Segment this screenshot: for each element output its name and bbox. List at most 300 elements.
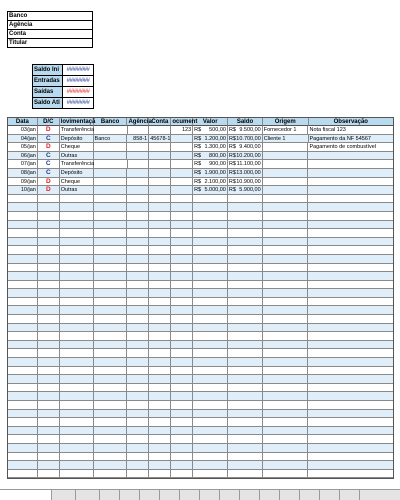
empty-cell[interactable] bbox=[228, 315, 263, 324]
empty-cell[interactable] bbox=[127, 195, 149, 204]
cell-valor[interactable] bbox=[193, 160, 228, 169]
empty-cell[interactable] bbox=[149, 358, 171, 367]
empty-cell[interactable] bbox=[38, 246, 60, 255]
empty-cell[interactable] bbox=[149, 298, 171, 307]
empty-cell[interactable] bbox=[228, 229, 263, 238]
cell-valor[interactable] bbox=[193, 169, 228, 178]
sheet-tab[interactable] bbox=[300, 490, 320, 500]
empty-cell[interactable] bbox=[38, 427, 60, 436]
empty-cell[interactable] bbox=[228, 444, 263, 453]
empty-cell[interactable] bbox=[193, 341, 228, 350]
empty-cell[interactable] bbox=[171, 229, 193, 238]
empty-cell[interactable] bbox=[127, 367, 149, 376]
cell-origem[interactable] bbox=[263, 143, 309, 152]
empty-cell[interactable] bbox=[171, 367, 193, 376]
empty-cell[interactable] bbox=[228, 203, 263, 212]
empty-cell[interactable] bbox=[127, 349, 149, 358]
cell-data[interactable]: 07/jan bbox=[8, 160, 38, 169]
cell-mov[interactable]: Outras bbox=[60, 186, 94, 195]
empty-cell[interactable] bbox=[94, 444, 128, 453]
empty-cell[interactable] bbox=[60, 418, 94, 427]
info-label-1[interactable]: Agência bbox=[8, 21, 92, 30]
empty-cell[interactable] bbox=[228, 410, 263, 419]
empty-cell[interactable] bbox=[8, 410, 38, 419]
empty-cell[interactable] bbox=[60, 272, 94, 281]
empty-cell[interactable] bbox=[8, 195, 38, 204]
empty-cell[interactable] bbox=[263, 306, 309, 315]
empty-cell[interactable] bbox=[127, 418, 149, 427]
empty-cell[interactable] bbox=[94, 195, 128, 204]
empty-cell[interactable] bbox=[263, 392, 309, 401]
empty-cell[interactable] bbox=[94, 264, 128, 273]
cell-origem[interactable] bbox=[263, 160, 309, 169]
cell-dc[interactable]: C bbox=[38, 160, 60, 169]
empty-cell[interactable] bbox=[263, 332, 309, 341]
cell-agencia[interactable] bbox=[127, 169, 149, 178]
empty-cell[interactable] bbox=[171, 358, 193, 367]
empty-cell[interactable] bbox=[171, 264, 193, 273]
empty-cell[interactable] bbox=[127, 461, 149, 470]
empty-cell[interactable] bbox=[263, 195, 309, 204]
empty-cell[interactable] bbox=[171, 418, 193, 427]
empty-cell[interactable] bbox=[193, 298, 228, 307]
empty-cell[interactable] bbox=[94, 375, 128, 384]
empty-cell[interactable] bbox=[38, 203, 60, 212]
cell-obs[interactable] bbox=[308, 178, 393, 187]
empty-cell[interactable] bbox=[308, 298, 393, 307]
column-header[interactable]: Observação bbox=[309, 118, 393, 126]
empty-cell[interactable] bbox=[193, 281, 228, 290]
empty-cell[interactable] bbox=[127, 315, 149, 324]
cell-agencia[interactable] bbox=[127, 186, 149, 195]
cell-dc[interactable]: C bbox=[38, 169, 60, 178]
summary-label[interactable]: Entradas bbox=[33, 76, 63, 86]
empty-cell[interactable] bbox=[38, 272, 60, 281]
empty-cell[interactable] bbox=[228, 195, 263, 204]
empty-cell[interactable] bbox=[308, 461, 393, 470]
empty-cell[interactable] bbox=[8, 238, 38, 247]
empty-cell[interactable] bbox=[171, 341, 193, 350]
cell-valor[interactable] bbox=[193, 178, 228, 187]
empty-cell[interactable] bbox=[60, 410, 94, 419]
empty-cell[interactable] bbox=[8, 367, 38, 376]
empty-cell[interactable] bbox=[8, 212, 38, 221]
empty-cell[interactable] bbox=[308, 341, 393, 350]
empty-cell[interactable] bbox=[60, 246, 94, 255]
empty-cell[interactable] bbox=[60, 221, 94, 230]
empty-cell[interactable] bbox=[308, 418, 393, 427]
cell-dc[interactable]: C bbox=[38, 135, 60, 144]
cell-agencia[interactable] bbox=[127, 143, 149, 152]
summary-label[interactable]: Saldo Ini bbox=[33, 65, 63, 75]
empty-cell[interactable] bbox=[308, 435, 393, 444]
empty-cell[interactable] bbox=[94, 384, 128, 393]
empty-cell[interactable] bbox=[228, 418, 263, 427]
empty-cell[interactable] bbox=[94, 298, 128, 307]
empty-cell[interactable] bbox=[94, 435, 128, 444]
empty-cell[interactable] bbox=[263, 203, 309, 212]
empty-cell[interactable] bbox=[228, 375, 263, 384]
empty-cell[interactable] bbox=[60, 349, 94, 358]
cell-doc[interactable]: 123 bbox=[171, 126, 193, 135]
empty-cell[interactable] bbox=[127, 470, 149, 479]
empty-cell[interactable] bbox=[193, 392, 228, 401]
column-header[interactable]: Saldo bbox=[228, 118, 263, 126]
empty-cell[interactable] bbox=[60, 324, 94, 333]
empty-cell[interactable] bbox=[149, 238, 171, 247]
empty-cell[interactable] bbox=[60, 461, 94, 470]
summary-value[interactable]: ######## bbox=[66, 89, 90, 95]
empty-cell[interactable] bbox=[127, 341, 149, 350]
empty-cell[interactable] bbox=[38, 332, 60, 341]
cell-obs[interactable] bbox=[308, 186, 393, 195]
empty-cell[interactable] bbox=[149, 384, 171, 393]
cell-data[interactable]: 04/jan bbox=[8, 135, 38, 144]
empty-cell[interactable] bbox=[149, 444, 171, 453]
empty-cell[interactable] bbox=[171, 255, 193, 264]
empty-cell[interactable] bbox=[127, 306, 149, 315]
cell-valor[interactable] bbox=[193, 186, 228, 195]
info-label-0[interactable]: Banco bbox=[8, 12, 92, 21]
empty-cell[interactable] bbox=[60, 264, 94, 273]
empty-cell[interactable] bbox=[263, 435, 309, 444]
empty-cell[interactable] bbox=[228, 349, 263, 358]
empty-cell[interactable] bbox=[308, 212, 393, 221]
empty-cell[interactable] bbox=[149, 264, 171, 273]
empty-cell[interactable] bbox=[60, 229, 94, 238]
empty-cell[interactable] bbox=[193, 461, 228, 470]
sheet-tab[interactable] bbox=[52, 490, 76, 500]
empty-cell[interactable] bbox=[127, 298, 149, 307]
empty-cell[interactable] bbox=[263, 461, 309, 470]
sheet-tab[interactable] bbox=[240, 490, 260, 500]
empty-cell[interactable] bbox=[38, 367, 60, 376]
empty-cell[interactable] bbox=[193, 435, 228, 444]
empty-cell[interactable] bbox=[127, 246, 149, 255]
empty-cell[interactable] bbox=[127, 444, 149, 453]
cell-origem[interactable] bbox=[263, 178, 309, 187]
sheet-tab[interactable] bbox=[340, 490, 360, 500]
empty-cell[interactable] bbox=[228, 401, 263, 410]
empty-cell[interactable] bbox=[60, 289, 94, 298]
empty-cell[interactable] bbox=[60, 358, 94, 367]
cell-conta[interactable] bbox=[149, 169, 171, 178]
empty-cell[interactable] bbox=[171, 281, 193, 290]
empty-cell[interactable] bbox=[38, 461, 60, 470]
empty-cell[interactable] bbox=[228, 427, 263, 436]
empty-cell[interactable] bbox=[127, 229, 149, 238]
empty-cell[interactable] bbox=[308, 203, 393, 212]
empty-cell[interactable] bbox=[171, 315, 193, 324]
empty-cell[interactable] bbox=[228, 221, 263, 230]
empty-cell[interactable] bbox=[228, 470, 263, 479]
cell-obs[interactable]: Pagamento de combustível bbox=[308, 143, 393, 152]
empty-cell[interactable] bbox=[149, 203, 171, 212]
empty-cell[interactable] bbox=[171, 324, 193, 333]
empty-cell[interactable] bbox=[263, 212, 309, 221]
cell-banco[interactable] bbox=[94, 169, 128, 178]
empty-cell[interactable] bbox=[38, 444, 60, 453]
empty-cell[interactable] bbox=[94, 470, 128, 479]
empty-cell[interactable] bbox=[60, 332, 94, 341]
sheet-tab[interactable] bbox=[100, 490, 120, 500]
cell-saldo[interactable] bbox=[228, 126, 263, 135]
empty-cell[interactable] bbox=[149, 410, 171, 419]
empty-cell[interactable] bbox=[171, 435, 193, 444]
cell-mov[interactable]: Transferência bbox=[60, 161, 95, 168]
empty-cell[interactable] bbox=[127, 255, 149, 264]
empty-cell[interactable] bbox=[8, 418, 38, 427]
empty-cell[interactable] bbox=[60, 298, 94, 307]
empty-cell[interactable] bbox=[228, 212, 263, 221]
empty-cell[interactable] bbox=[263, 358, 309, 367]
empty-cell[interactable] bbox=[38, 358, 60, 367]
empty-cell[interactable] bbox=[228, 461, 263, 470]
cell-mov[interactable]: Transferência bbox=[60, 127, 95, 133]
empty-cell[interactable] bbox=[149, 324, 171, 333]
empty-cell[interactable] bbox=[94, 203, 128, 212]
empty-cell[interactable] bbox=[308, 401, 393, 410]
sheet-tab[interactable] bbox=[200, 490, 220, 500]
empty-cell[interactable] bbox=[60, 238, 94, 247]
sheet-tab[interactable] bbox=[320, 490, 340, 500]
empty-cell[interactable] bbox=[171, 221, 193, 230]
empty-cell[interactable] bbox=[171, 444, 193, 453]
empty-cell[interactable] bbox=[8, 461, 38, 470]
empty-cell[interactable] bbox=[193, 289, 228, 298]
empty-cell[interactable] bbox=[171, 289, 193, 298]
empty-cell[interactable] bbox=[38, 281, 60, 290]
cell-saldo[interactable] bbox=[228, 143, 263, 152]
empty-cell[interactable] bbox=[60, 315, 94, 324]
empty-cell[interactable] bbox=[308, 410, 393, 419]
empty-cell[interactable] bbox=[193, 306, 228, 315]
empty-cell[interactable] bbox=[263, 229, 309, 238]
empty-cell[interactable] bbox=[193, 418, 228, 427]
empty-cell[interactable] bbox=[149, 392, 171, 401]
empty-cell[interactable] bbox=[171, 375, 193, 384]
empty-cell[interactable] bbox=[193, 238, 228, 247]
empty-cell[interactable] bbox=[193, 410, 228, 419]
empty-cell[interactable] bbox=[228, 272, 263, 281]
info-label-2[interactable]: Conta bbox=[8, 30, 92, 39]
empty-cell[interactable] bbox=[149, 195, 171, 204]
empty-cell[interactable] bbox=[263, 410, 309, 419]
empty-cell[interactable] bbox=[263, 401, 309, 410]
empty-cell[interactable] bbox=[127, 401, 149, 410]
empty-cell[interactable] bbox=[263, 324, 309, 333]
empty-cell[interactable] bbox=[308, 281, 393, 290]
sheet-tab[interactable] bbox=[260, 490, 280, 500]
cell-dc[interactable]: C bbox=[38, 152, 60, 161]
empty-cell[interactable] bbox=[171, 427, 193, 436]
empty-cell[interactable] bbox=[38, 392, 60, 401]
empty-cell[interactable] bbox=[263, 375, 309, 384]
empty-cell[interactable] bbox=[38, 229, 60, 238]
empty-cell[interactable] bbox=[193, 203, 228, 212]
empty-cell[interactable] bbox=[171, 332, 193, 341]
empty-cell[interactable] bbox=[228, 324, 263, 333]
empty-cell[interactable] bbox=[60, 306, 94, 315]
cell-mov[interactable]: Depósito bbox=[60, 169, 94, 178]
empty-cell[interactable] bbox=[193, 367, 228, 376]
empty-cell[interactable] bbox=[308, 324, 393, 333]
empty-cell[interactable] bbox=[8, 358, 38, 367]
empty-cell[interactable] bbox=[308, 453, 393, 462]
empty-cell[interactable] bbox=[8, 281, 38, 290]
empty-cell[interactable] bbox=[127, 384, 149, 393]
empty-cell[interactable] bbox=[228, 306, 263, 315]
empty-cell[interactable] bbox=[308, 358, 393, 367]
empty-cell[interactable] bbox=[263, 298, 309, 307]
empty-cell[interactable] bbox=[149, 341, 171, 350]
empty-cell[interactable] bbox=[38, 470, 60, 479]
empty-cell[interactable] bbox=[171, 212, 193, 221]
empty-cell[interactable] bbox=[263, 255, 309, 264]
empty-cell[interactable] bbox=[228, 453, 263, 462]
empty-cell[interactable] bbox=[149, 289, 171, 298]
empty-cell[interactable] bbox=[94, 229, 128, 238]
empty-cell[interactable] bbox=[171, 410, 193, 419]
empty-cell[interactable] bbox=[149, 470, 171, 479]
empty-cell[interactable] bbox=[308, 289, 393, 298]
empty-cell[interactable] bbox=[263, 444, 309, 453]
empty-cell[interactable] bbox=[308, 315, 393, 324]
empty-cell[interactable] bbox=[171, 392, 193, 401]
cell-mov[interactable]: Outras bbox=[60, 152, 94, 161]
empty-cell[interactable] bbox=[228, 435, 263, 444]
empty-cell[interactable] bbox=[308, 367, 393, 376]
empty-cell[interactable] bbox=[193, 470, 228, 479]
empty-cell[interactable] bbox=[263, 272, 309, 281]
cell-conta[interactable] bbox=[149, 143, 171, 152]
empty-cell[interactable] bbox=[308, 349, 393, 358]
empty-cell[interactable] bbox=[308, 264, 393, 273]
empty-cell[interactable] bbox=[60, 212, 94, 221]
sheet-tab[interactable] bbox=[0, 490, 52, 500]
cell-conta[interactable] bbox=[149, 178, 171, 187]
empty-cell[interactable] bbox=[94, 367, 128, 376]
empty-cell[interactable] bbox=[308, 229, 393, 238]
cell-conta[interactable] bbox=[149, 160, 171, 169]
cell-origem[interactable]: Cliente 1 bbox=[263, 135, 309, 144]
empty-cell[interactable] bbox=[60, 375, 94, 384]
empty-cell[interactable] bbox=[308, 470, 393, 479]
cell-conta[interactable]: 45678-1 bbox=[150, 135, 171, 142]
empty-cell[interactable] bbox=[308, 255, 393, 264]
empty-cell[interactable] bbox=[193, 427, 228, 436]
empty-cell[interactable] bbox=[38, 212, 60, 221]
empty-cell[interactable] bbox=[228, 332, 263, 341]
empty-cell[interactable] bbox=[8, 255, 38, 264]
empty-cell[interactable] bbox=[38, 255, 60, 264]
empty-cell[interactable] bbox=[308, 427, 393, 436]
empty-cell[interactable] bbox=[193, 255, 228, 264]
cell-origem[interactable] bbox=[263, 186, 309, 195]
cell-obs[interactable]: Pagamento da NF 54567 bbox=[309, 135, 394, 144]
empty-cell[interactable] bbox=[171, 272, 193, 281]
empty-cell[interactable] bbox=[308, 195, 393, 204]
empty-cell[interactable] bbox=[171, 203, 193, 212]
column-header[interactable]: ocument bbox=[172, 119, 198, 125]
empty-cell[interactable] bbox=[94, 427, 128, 436]
empty-cell[interactable] bbox=[193, 324, 228, 333]
empty-cell[interactable] bbox=[8, 272, 38, 281]
empty-cell[interactable] bbox=[149, 306, 171, 315]
empty-cell[interactable] bbox=[60, 281, 94, 290]
empty-cell[interactable] bbox=[38, 349, 60, 358]
empty-cell[interactable] bbox=[38, 324, 60, 333]
empty-cell[interactable] bbox=[228, 264, 263, 273]
empty-cell[interactable] bbox=[60, 453, 94, 462]
empty-cell[interactable] bbox=[8, 341, 38, 350]
empty-cell[interactable] bbox=[263, 315, 309, 324]
empty-cell[interactable] bbox=[228, 358, 263, 367]
column-header[interactable]: Origem bbox=[263, 118, 309, 126]
empty-cell[interactable] bbox=[171, 470, 193, 479]
empty-cell[interactable] bbox=[263, 427, 309, 436]
empty-cell[interactable] bbox=[94, 349, 128, 358]
empty-cell[interactable] bbox=[308, 444, 393, 453]
cell-dc[interactable]: D bbox=[38, 143, 60, 152]
empty-cell[interactable] bbox=[149, 229, 171, 238]
column-header[interactable]: Data bbox=[8, 118, 38, 126]
empty-cell[interactable] bbox=[60, 401, 94, 410]
empty-cell[interactable] bbox=[60, 341, 94, 350]
empty-cell[interactable] bbox=[8, 221, 38, 230]
sheet-tab[interactable] bbox=[160, 490, 180, 500]
cell-doc[interactable] bbox=[171, 169, 193, 178]
empty-cell[interactable] bbox=[127, 410, 149, 419]
empty-cell[interactable] bbox=[127, 358, 149, 367]
empty-cell[interactable] bbox=[308, 272, 393, 281]
empty-cell[interactable] bbox=[149, 418, 171, 427]
empty-cell[interactable] bbox=[8, 315, 38, 324]
empty-cell[interactable] bbox=[60, 470, 94, 479]
empty-cell[interactable] bbox=[193, 246, 228, 255]
cell-data[interactable]: 08/jan bbox=[8, 169, 38, 178]
empty-cell[interactable] bbox=[228, 384, 263, 393]
summary-value[interactable]: ######## bbox=[66, 100, 90, 106]
empty-cell[interactable] bbox=[60, 392, 94, 401]
cell-doc[interactable] bbox=[171, 186, 193, 195]
empty-cell[interactable] bbox=[94, 341, 128, 350]
empty-cell[interactable] bbox=[127, 221, 149, 230]
empty-cell[interactable] bbox=[60, 427, 94, 436]
cell-doc[interactable] bbox=[171, 152, 193, 161]
empty-cell[interactable] bbox=[38, 375, 60, 384]
empty-cell[interactable] bbox=[263, 281, 309, 290]
empty-cell[interactable] bbox=[38, 289, 60, 298]
cell-origem[interactable] bbox=[263, 169, 309, 178]
cell-valor[interactable] bbox=[193, 152, 228, 161]
cell-data[interactable]: 03/jan bbox=[8, 126, 38, 135]
cell-banco[interactable] bbox=[94, 152, 128, 161]
cell-banco[interactable] bbox=[94, 143, 128, 152]
empty-cell[interactable] bbox=[38, 418, 60, 427]
empty-cell[interactable] bbox=[171, 461, 193, 470]
cell-doc[interactable] bbox=[171, 160, 193, 169]
empty-cell[interactable] bbox=[228, 238, 263, 247]
sheet-tab[interactable] bbox=[280, 490, 300, 500]
empty-cell[interactable] bbox=[38, 298, 60, 307]
empty-cell[interactable] bbox=[38, 410, 60, 419]
empty-cell[interactable] bbox=[193, 384, 228, 393]
empty-cell[interactable] bbox=[60, 435, 94, 444]
empty-cell[interactable] bbox=[171, 401, 193, 410]
cell-data[interactable]: 06/jan bbox=[8, 152, 38, 161]
cell-conta[interactable] bbox=[149, 186, 171, 195]
